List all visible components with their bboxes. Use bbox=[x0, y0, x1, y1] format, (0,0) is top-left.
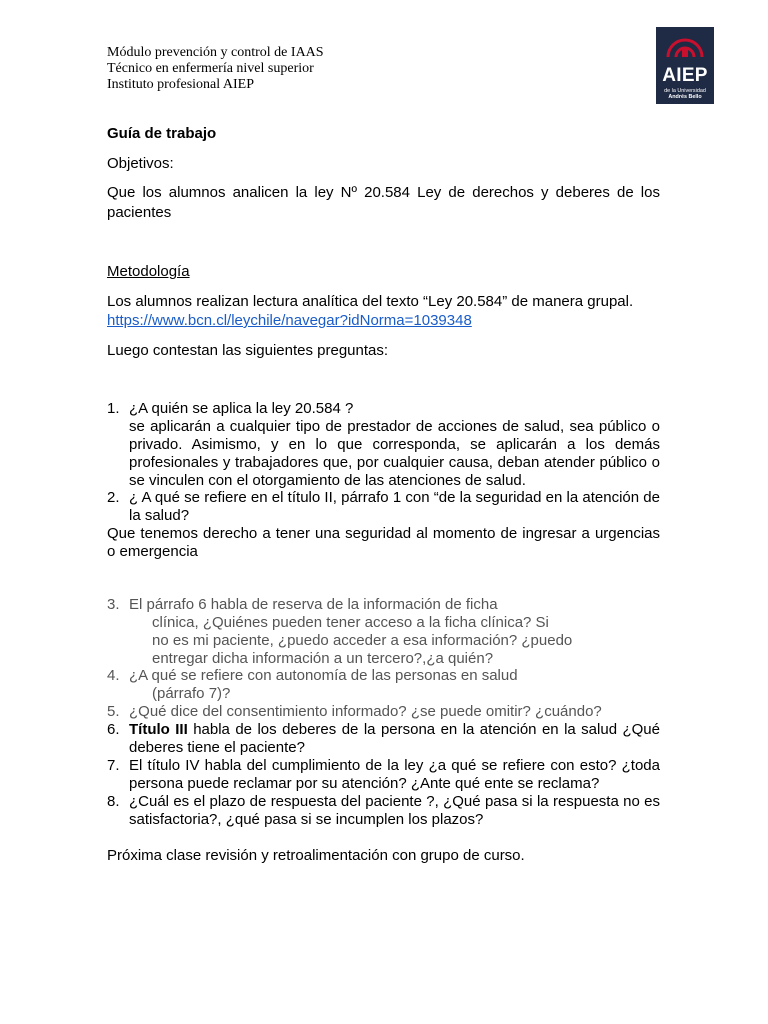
question-text bbox=[129, 721, 660, 757]
question-rest: habla de los deberes de la persona en la atención en la salud ¿Qué deberes tiene el paciente? bbox=[129, 721, 660, 756]
question-text bbox=[129, 596, 660, 668]
logo-brand-text: AIEP bbox=[662, 65, 708, 86]
question-number: 1. bbox=[107, 400, 120, 417]
question-number: 5. bbox=[107, 703, 120, 720]
question-text: ¿ A qué se refiere en el título II, párrafo 1 con “de la seguridad en la atención de la salud? bbox=[129, 489, 660, 524]
objectives-label: Objetivos: bbox=[107, 155, 174, 172]
page-title: Guía de trabajo bbox=[107, 125, 217, 142]
answer-2: Que tenemos derecho a tener una seguridad al momento de ingresar a urgencias o emergencia bbox=[107, 525, 660, 560]
question-text bbox=[129, 667, 660, 703]
question-line: El párrafo 6 habla de reserva de la información de ficha bbox=[129, 596, 498, 613]
question-text: ¿Cuál es el plazo de respuesta del paciente ?, ¿Qué pasa si la respuesta no es satisfactoria?, ¿qué pasa si se incumplen los plazos? bbox=[129, 793, 660, 828]
methodology-text: Los alumnos realizan lectura analítica del texto “Ley 20.584” de manera grupal. bbox=[107, 293, 634, 310]
question-number: 2. bbox=[107, 489, 120, 506]
answer-1: se aplicarán a cualquier tipo de prestador de acciones de salud, sea público o privado. Asimismo, y en lo que corresponda, se aplicarán a los demás profesionales y trabajadores que, por cualquier causa, deban atender público o se vinculen con el otorgamiento de las atenciones de salud. bbox=[129, 418, 660, 489]
header-program-line: Técnico en enfermería nivel superior bbox=[107, 61, 314, 76]
question-line: clínica, ¿Quiénes pueden tener acceso a la ficha clínica? Si bbox=[152, 614, 549, 631]
question-bold-term: Título III bbox=[129, 721, 188, 738]
question-line: (párrafo 7)? bbox=[152, 685, 231, 702]
question-number: 3. bbox=[107, 596, 120, 613]
question-text: ¿A quién se aplica la ley 20.584 ? bbox=[129, 400, 354, 417]
closing-note: Próxima clase revisión y retroalimentación con grupo de curso. bbox=[107, 847, 525, 864]
question-text: El título IV habla del cumplimiento de la ley ¿a qué se refiere con esto? ¿toda persona puede reclamar por su atención? ¿Ante qué ente se reclama? bbox=[129, 757, 660, 792]
document-header bbox=[107, 45, 324, 93]
question-number: 6. bbox=[107, 721, 120, 738]
question-line: ¿A qué se refiere con autonomía de las personas en salud bbox=[129, 667, 518, 684]
law-link[interactable]: https://www.bcn.cl/leychile/navegar?idNorma=1039348 bbox=[107, 312, 472, 329]
objectives-text: Que los alumnos analicen la ley Nº 20.584 Ley de derechos y deberes de los pacientes bbox=[107, 184, 660, 221]
logo-subtitle-line1: de la Universidad bbox=[664, 88, 706, 94]
question-number: 7. bbox=[107, 757, 120, 774]
header-module-line: Módulo prevención y control de IAAS bbox=[107, 45, 324, 60]
questions-intro: Luego contestan las siguientes preguntas: bbox=[107, 342, 389, 359]
logo-subtitle-line2: Andrés Bello bbox=[668, 94, 702, 100]
question-text: ¿Qué dice del consentimiento informado? ¿se puede omitir? ¿cuándo? bbox=[129, 703, 602, 720]
question-number: 4. bbox=[107, 667, 120, 684]
question-number: 8. bbox=[107, 793, 120, 810]
question-line: entregar dicha información a un tercero?,¿a quién? bbox=[152, 650, 494, 667]
methodology-label: Metodología bbox=[107, 263, 190, 280]
methodology-block bbox=[107, 292, 660, 330]
aiep-logo bbox=[656, 27, 714, 104]
header-institute-line: Instituto profesional AIEP bbox=[107, 77, 254, 92]
question-line: no es mi paciente, ¿puedo acceder a esa información? ¿puedo bbox=[152, 632, 573, 649]
